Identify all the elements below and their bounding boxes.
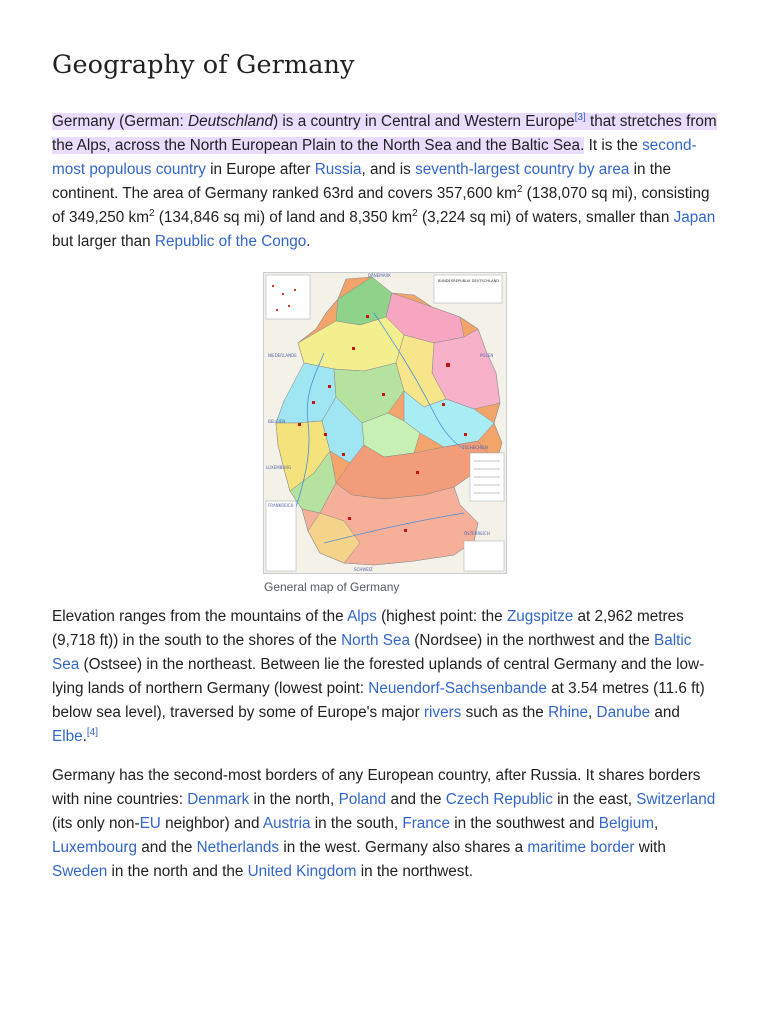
link-baltic-sea[interactable]: Baltic Sea — [52, 632, 692, 673]
link-danube[interactable]: Danube — [596, 704, 651, 721]
link-russia[interactable]: Russia — [314, 161, 362, 178]
link-france[interactable]: France — [402, 815, 450, 832]
intro-paragraph: Germany (German: Deutschland) is a country in Central and Western Europe[3] that stretches from the Alps, across the North European Plain to the North Sea and the Baltic Sea. It is the second-most populous country in Europe after Russia, and is seventh-largest country by area in the continent. The area of Germany ranked 63rd and covers 357,600 $km^2$ (138,070 sq mi), consisting of 349,250 $km^2$ (134,846 sq mi) of land and 8,350 $km^2$ (3,224 sq mi) of waters, smaller than Japan but larger than Republic of the Congo. — [52, 112, 717, 250]
link-second-most-populous[interactable]: second-most populous country — [52, 137, 697, 178]
link-elbe[interactable]: Elbe — [52, 728, 83, 745]
map-header-text: BUNDESREPUBLIK DEUTSCHLAND — [438, 279, 500, 283]
link-czech-republic[interactable]: Czech Republic — [445, 791, 553, 808]
label-poland: POLEN — [480, 353, 494, 358]
label-czechia: TSCHECHIEN — [462, 445, 488, 450]
link-netherlands[interactable]: Netherlands — [196, 839, 280, 856]
link-zugspitze[interactable]: Zugspitze — [506, 608, 574, 625]
germany-map-image — [264, 273, 506, 573]
reference-4-link[interactable]: [4] — [86, 727, 98, 738]
link-eu[interactable]: EU — [139, 815, 161, 832]
label-france: FRANKREICH — [268, 503, 294, 508]
link-japan[interactable]: Japan — [673, 209, 716, 226]
link-united-kingdom[interactable]: United Kingdom — [247, 863, 357, 880]
link-alps[interactable]: Alps — [347, 608, 377, 625]
link-poland[interactable]: Poland — [338, 791, 387, 808]
link-republic-of-the-congo[interactable]: Republic of the Congo — [154, 233, 307, 250]
label-austria: ÖSTERREICH — [464, 531, 490, 536]
figure-caption: General map of Germany — [264, 580, 400, 594]
label-luxembourg: LUXEMBURG — [266, 465, 292, 470]
germany-map-figure[interactable] — [263, 272, 507, 574]
borders-paragraph: Germany has the second-most borders of any European country, after Russia. It shares borders with nine countries: Denmark in the north, Poland and the Czech Republic in the east, Switzerland (its only non-EU neighbor) and Austria in the south, France in the southwest and Belgium, Luxembourg and the Netherlands in the west. Germany also shares a maritime border with Sweden in the north and the United Kingdom in the northwest. — [52, 767, 716, 880]
label-denmark: DÄNEMARK — [368, 273, 391, 278]
link-switzerland[interactable]: Switzerland — [636, 791, 716, 808]
link-denmark[interactable]: Denmark — [187, 791, 250, 808]
link-north-sea[interactable]: North Sea — [341, 632, 410, 649]
link-maritime-border[interactable]: maritime border — [527, 839, 635, 856]
link-neuendorf-sachsenbande[interactable]: Neuendorf-Sachsenbande — [368, 680, 547, 697]
label-switzerland: SCHWEIZ — [354, 567, 373, 572]
page-title: Geography of Germany — [52, 50, 355, 80]
link-belgium[interactable]: Belgium — [598, 815, 655, 832]
link-sweden[interactable]: Sweden — [52, 863, 108, 880]
reference-3-link[interactable]: [3] — [574, 112, 586, 123]
elevation-paragraph: Elevation ranges from the mountains of the Alps (highest point: the Zugspitze at 2,962 metres (9,718 ft)) in the south to the shores of the North Sea (Nordsee) in the northwest and the Baltic Sea (Ostsee) in the northeast. Between lie the forested uplands of central Germany and the low-lying lands of northern Germany (lowest point: Neuendorf-Sachsenbande at 3.54 metres (11.6 ft) below sea level), traversed by some of Europe's major rivers such as the Rhine, Danube and Elbe.[4] — [52, 608, 705, 745]
label-netherlands: NIEDERLANDE — [268, 353, 297, 358]
link-seventh-largest-by-area[interactable]: seventh-largest country by area — [415, 161, 630, 178]
link-rivers[interactable]: rivers — [423, 704, 462, 721]
link-rhine[interactable]: Rhine — [548, 704, 589, 721]
label-belgium: BELGIEN — [268, 419, 286, 424]
link-austria[interactable]: Austria — [262, 815, 311, 832]
link-luxembourg[interactable]: Luxembourg — [52, 839, 138, 856]
highlighted-sentence: Germany (German: Deutschland) is a country in Central and Western Europe[3] that stretches from the Alps, across the North European Plain to the North Sea and the Baltic Sea. — [52, 112, 717, 154]
